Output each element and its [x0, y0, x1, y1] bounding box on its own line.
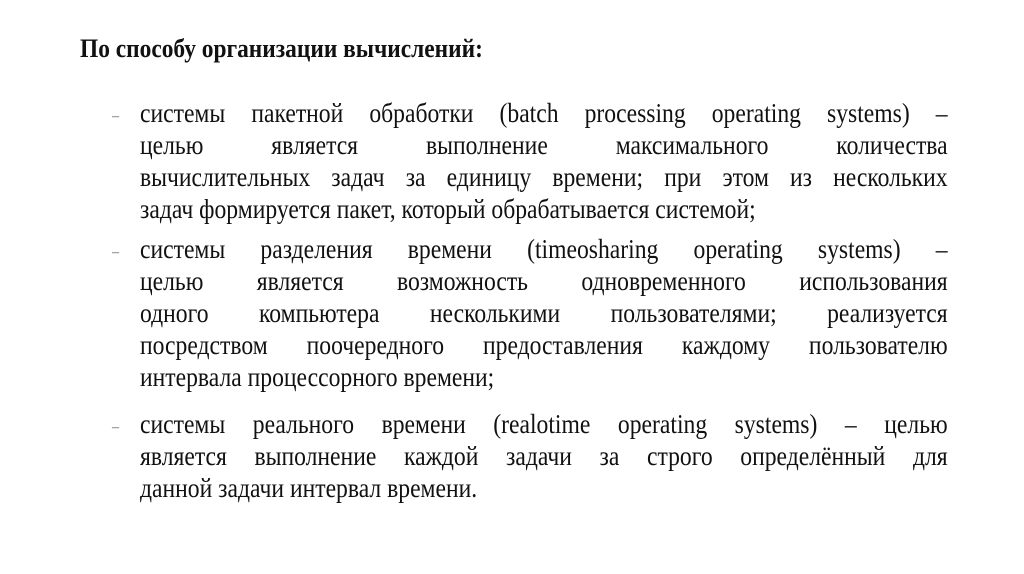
text-line: целью является возможность одновременного использования: [140, 266, 948, 296]
slide-title: По способу организации вычислений:: [80, 34, 483, 63]
text-line: интервала процессорного времени;: [140, 362, 495, 392]
text-line: системы реального времени (realotime operating systems) – целью: [140, 409, 948, 439]
bullet-dash: –: [112, 245, 119, 260]
bullet-dash: –: [112, 109, 119, 124]
bullet-dash: –: [112, 420, 119, 435]
text-line: целью является выполнение максимального количества: [140, 130, 948, 160]
text-line: одного компьютера несколькими пользователями; реализуется: [140, 298, 948, 328]
text-line: данной задачи интервал времени.: [140, 473, 478, 503]
text-line: задач формируется пакет, который обрабатывается системой;: [140, 194, 756, 224]
text-line: посредством поочередного предоставления каждому пользователю: [140, 330, 948, 360]
text-line: вычислительных задач за единицу времени; при этом из нескольких: [140, 162, 948, 192]
text-line: системы пакетной обработки (batch processing operating systems) –: [140, 98, 948, 128]
text-line: системы разделения времени (timeosharing operating systems) –: [140, 234, 948, 264]
text-line: является выполнение каждой задачи за строго определённый для: [140, 441, 948, 471]
